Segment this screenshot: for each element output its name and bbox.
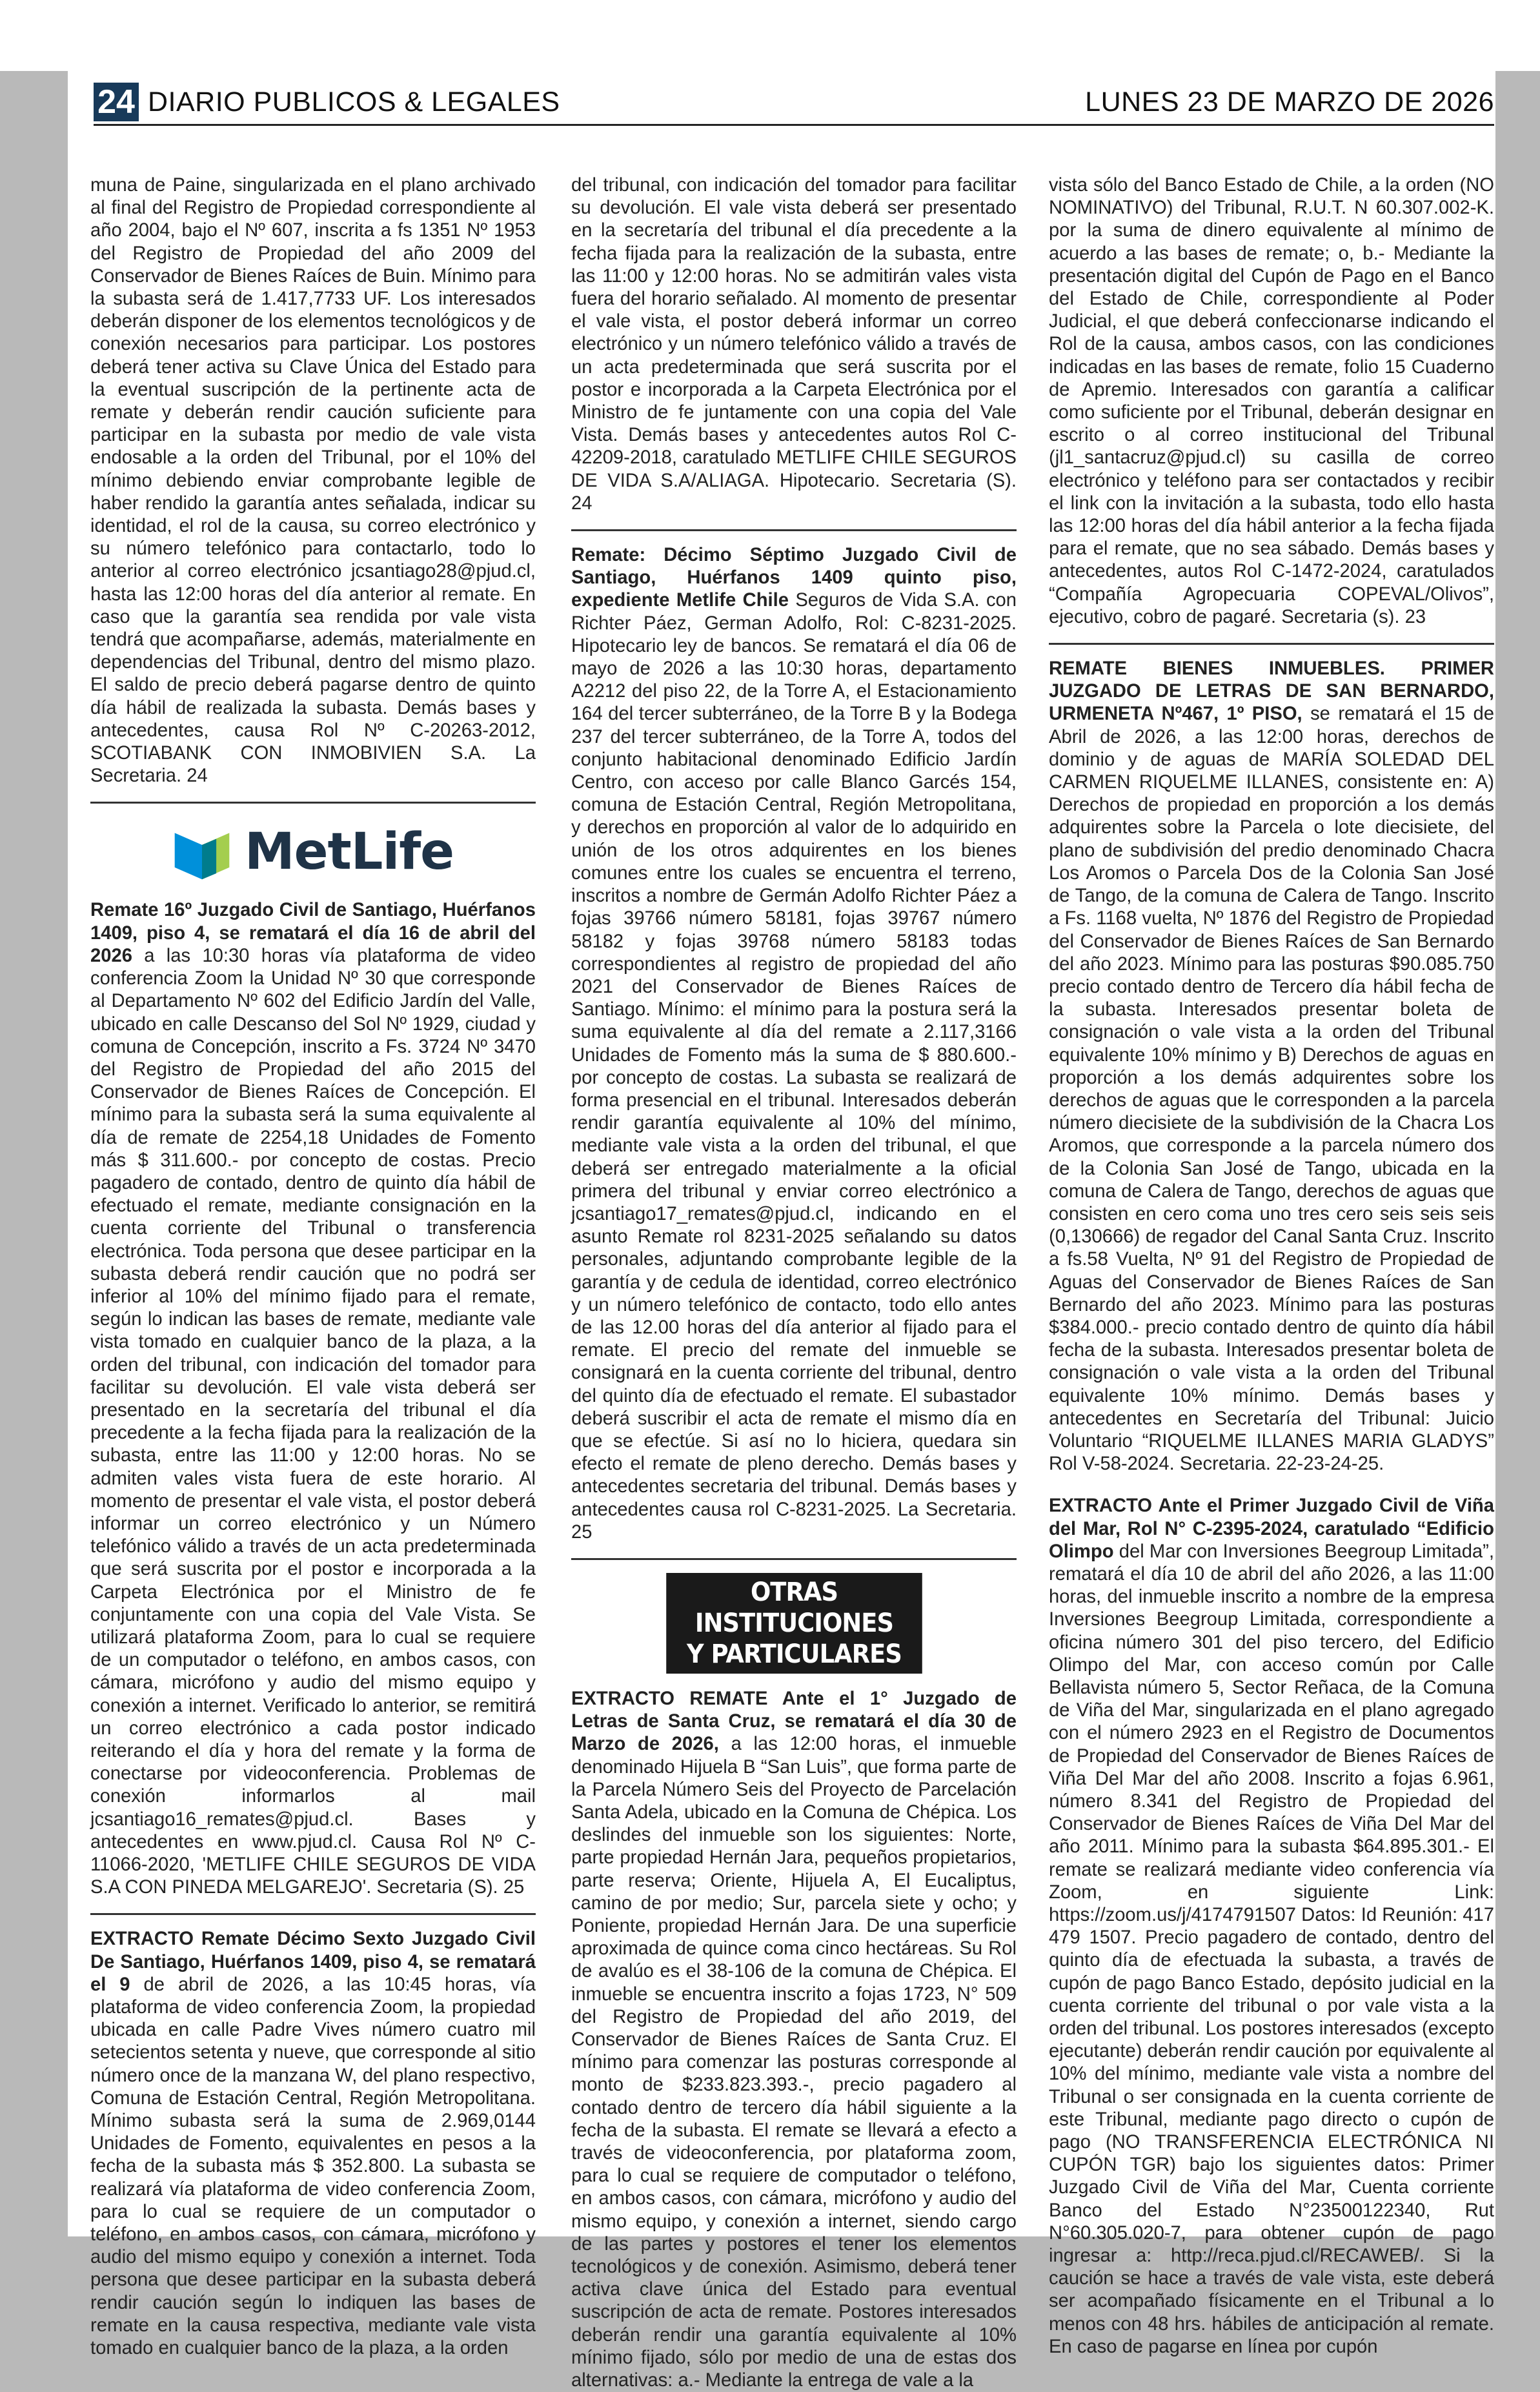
notice-text — [1049, 1495, 1494, 2358]
banner-line-1: OTRAS INSTITUCIONES — [694, 1577, 893, 1638]
metlife-logo-icon — [172, 822, 232, 882]
page-top-margin — [0, 0, 1540, 71]
metlife-logo — [90, 816, 536, 887]
section-banner-wrap — [571, 1573, 1017, 1674]
logo-wordmark: MetLife — [244, 822, 454, 881]
notice-body: Seguros de Vida S.A. con Richter Páez, German Adolfo, Rol: C-8231-2025. Hipotecario ley de bancos. Se rematará el día 06 de mayo de 2026 a las 10:30 horas, departamento A2212 del piso 22, de la Torre A, el Estacionamiento 164 del tercer subterráneo, de la Torre B y la Bodega 237 del tercer subterráneo, de la Torre A, todos del conjunto habitacional denominado Edificio Jardín Centro, con acceso por calle Blanco Garcés 154, comuna de Estación Central, Región Metropolitana, y derechos en proporción al valor de lo adquirido en unión de los otros adquirentes en los bienes comunes entre los cuales se encuentra el terreno, inscritos a nombre de Germán Adolfo Richter Páez a fojas 39766 número 58181, fojas 39767 número 58182 y fojas 39768 número 58183 todas correspondientes al registro de propiedad del año 2021 del Conservador de Bienes Raíces de Santiago. Mínimo: el mínimo para la postura será la suma equivalente al día del remate a 2.117,3166 Unidades de Fomento más la suma de $ 880.600.- por concepto de costas. La subasta se realizará de forma presencial en el tribunal. Interesados deberán rendir garantía equivalente al 10% del mínimo, mediante vale vista a la orden del tribunal, el que deberá ser entregado materialmente a la oficial primera del tribunal y enviar correo electrónico a jcsantiago17_remates@pjud.cl, indicando en el asunto Remate rol 8231-2025 señalando su datos personales, adjuntando comprobante legible de la garantía y de cedula de identidad, correo electrónico y un número telefónico de contacto, todo ello antes de las 12.00 horas del día anterior al fijado para el remate. El precio del remate del inmueble se consignará en la cuenta corriente del tribunal, dentro del quinto día de efectuado el remate. El subastador deberá suscribir el acta de remate el mismo día en que se efectúe. Si así no lo hiciera, quedara sin efecto el remate de pleno derecho. Demás bases y antecedentes secretaria del tribunal. Demás bases y antecedentes causa rol C-8231-2025. La Secretaria. 25 — [571, 590, 1017, 1543]
notice-body: del Mar con Inversiones Beegroup Limitada”, rematará el día 10 de abril del año 2026, a las 11:00 horas, del inmueble inscrito a nombre de la empresa Inversiones Beegroup Limitada, correspondiente a oficina número 301 del piso tercero, del Edificio Olimpo del Mar, con acceso común por Calle Bellavista número 5, Sector Reñaca, de la Comuna de Viña del Mar, singularizada en el plano agregado con el número 2923 en el Registro de Documentos de Propiedad del Conservador de Bienes Raíces de Viña Del Mar del año 2008. Inscrito a fojas 6.961, número 8.341 del Registro de Propiedad del Conservador de Bienes Raíces de Viña Del Mar del año 2011. Mínimo para la subasta $64.895.301.- El remate se realizará mediante video conferencia vía Zoom, en siguiente Link: https://zoom.us/j/4174791507 Datos: Id Reunión: 417 479 1507. Precio pagadero de contado, dentro del quinto día de efectuada la subasta, a través de cupón de pago Banco Estado, depósito judicial en la cuenta corriente del tribunal o por vale vista a la orden del tribunal. Los postores interesados (excepto ejecutante) deberán rendir caución por equivalente al 10% del mínimo, mediante vale vista a nombre del Tribunal o ser consignada en la cuenta corriente de este Tribunal, mediante pago directo o cupón de pago (NO TRANSFERENCIA ELECTRÓNICA NI CUPÓN TGR) bajo los siguientes datos: Primer Juzgado Civil de Viña del Mar, Cuenta corriente Banco del Estado N°23500122340, Rut N°60.305.020-7, para obtener cupón de pago ingresar a: http://reca.pjud.cl/RECAWEB/. Si la caución se hace a través de vale vista, este deberá ser acompañado físicamente en el Tribunal a lo menos con 48 hrs. hábiles de anticipación al remate. En caso de pagarse en línea por cupón — [1049, 1541, 1494, 2357]
notice-text — [571, 1688, 1017, 2392]
column-3 — [1049, 174, 1494, 2357]
notice-body: se rematará el 15 de Abril de 2026, a las 12:00 horas, derechos de dominio y de aguas de MARÍA SOLEDAD DEL CARMEN RIQUELME ILLANES, consistente en: A) Derechos de propiedad en proporción a los demás adquirentes sobre la Parcela o lote diecisiete, del plano de subdivisión del predio denominado Chacra Los Aromos o Parcela Dos de la Colonia San José de Tango, de la comuna de Calera de Tango. Inscrito a Fs. 1168 vuelta, Nº 1876 del Registro de Propiedad del Conservador de Bienes Raíces de San Bernardo del año 2023. Mínimo para las posturas $90.085.750 precio contado dentro de Tercero día hábil fecha de la subasta. Interesados presentar boleta de consignación o vale vista a la orden del Tribunal equivalente 10% mínimo y B) Derechos de aguas en proporción a los demás adquirentes sobre los derechos de aguas que le corresponden a la parcela número diecisiete de la subdivisión de la Chacra Los Aromos, que corresponde a la parcela número dos de la Colonia San José de Tango, ubicada en la comuna de Calera de Tango, derechos de aguas que consisten en cero coma uno tres cero seis seis seis (0,130666) de regador del Canal Santa Cruz. Inscrito a fs.58 Vuelta, Nº 91 del Registro de Propiedad de Aguas del Conservador de Bienes Raíces de San Bernardo del año 2023. Mínimo para las posturas $384.000.- precio contado dentro de quinto día hábil fecha de la subasta. Interesados presentar boleta de consignación o vale vista a la orden del Tribunal equivalente 10% mínimo. Demás bases y antecedentes en Secretaría del Tribunal: Juicio Voluntario “RIQUELME ILLANES MARIA GLADYS” Rol V-58-2024. Secretaria. 22-23-24-25. — [1049, 704, 1494, 1475]
notice-separator — [571, 529, 1017, 531]
notice-body: a las 12:00 horas, el inmueble denominado Hijuela B “San Luis”, que forma parte de la Parcela Número Seis del Proyecto de Parcelación Santa Adela, ubicado en la Comuna de Chépica. Los deslindes del inmueble son los siguientes: Norte, parte propiedad Hernán Jara, pequeños propietarios, parte reserva; Oriente, Hijuela A, El Eucaliptus, camino de por medio; Sur, parcela siete y ocho; y Poniente, propiedad Hernán Jara. De una superficie aproximada de quince coma cinco hectáreas. Su Rol de avalúo es el 38-106 de la comuna de Chépica. El inmueble se encuentra inscrito a fojas 1723, N° 509 del Registro de Propiedad del año 2019, del Conservador de Bienes Raíces de Santa Cruz. El mínimo para comenzar las posturas corresponde al monto de $233.823.393.-, precio pagadero al contado dentro de tercero día hábil siguiente a la fecha de la subasta. El remate se llevará a efecto a través de videoconferencia, por plataforma zoom, para lo cual se requiere de computador o teléfono, en ambos casos, con cámara, micrófono y audio del mismo equipo, y conexión a internet, siendo cargo de las partes y postores el tener los elementos tecnológicos y de conexión. Asimismo, deberá tener activa clave única del Estado para eventual suscripción de acta de remate. Postores interesados deberán rendir una garantía equivalente al 10% mínimo fijado, sólo por medio de una de estas dos alternativas: a.- Mediante la entrega de vale a la — [571, 1734, 1017, 2391]
paper-name: DIARIO PUBLICOS & LEGALES — [148, 86, 560, 117]
notice-text — [90, 1928, 536, 2360]
column-1 — [90, 174, 536, 2359]
notice-separator — [90, 1913, 536, 1915]
notice-text: del tribunal, con indicación del tomador para facilitar su devolución. El vale vista deberá ser presentado en la secretaría del tribunal el día precedente a la fecha fijada para la realización de la subasta, entre las 11:00 y 12:00 horas. No se admitirán vales vista fuera del horario señalado. Al momento de presentar el vale vista, el postor deberá informar un correo electrónico y un número telefónico válido a través de un acta predeterminada que será suscrita por el postor e incorporada a la Carpeta Electrónica por el Ministro de fe juntamente con una copia del Vale Vista. Demás bases y antecedentes autos Rol C-42209-2018, caratulado METLIFE CHILE SEGUROS DE VIDA S.A/ALIAGA. Hipotecario. Secretaria (S). 24 — [571, 175, 1017, 514]
notice-gap — [1049, 1475, 1494, 1495]
notice-text — [1049, 658, 1494, 1475]
notice-separator — [90, 802, 536, 804]
notice-body: de abril de 2026, a las 10:45 horas, vía plataforma de video conferencia Zoom, la propiedad ubicada en calle Padre Vives número cuatro mil setecientos setenta y nueve, que corresponde al sitio número once de la manzana W, del plano respectivo, Comuna de Estación Central, Región Metropolitana. Mínimo subasta será la suma de 2.969,0144 Unidades de Fomento, equivalentes en pesos a la fecha de la subasta más $ 352.800. La subasta se realizará vía plataforma de video conferencia Zoom, para lo cual se requiere de un computador o teléfono, en ambos casos, con cámara, micrófono y audio del mismo equipo y conexión a internet. Toda persona que desee participar en la subasta deberá rendir caución según lo indiquen las bases de remate en la causa respectiva, mediante vale vista tomado en cualquier banco de la plaza, a la orden — [90, 1974, 536, 2359]
notice-heading: EXTRACTO Ante el Primer Juzgado Civil de Viña del Mar, Rol N° C-2395-2024, caratulado “Edificio Olimpo — [1049, 1495, 1494, 1562]
notice-heading: REMATE BIENES INMUEBLES. PRIMER JUZGADO DE LETRAS DE SAN BERNARDO, URMENETA Nº467, 1º PISO, — [1049, 658, 1494, 725]
notice-text: vista sólo del Banco Estado de Chile, a la orden (NO NOMINATIVO) del Tribunal, R.U.T. N 60.307.002-K. por la suma de dinero equivalente al mínimo de acuerdo a las bases de remate; o, b.- Mediante la presentación digital del Cupón de Pago en el Banco del Estado de Chile, correspondiente al Poder Judicial, el que deberá confeccionarse indicando el Rol de la causa, ambos casos, con las condiciones indicadas en las bases de remate, folio 15 Cuaderno de Apremio. Interesados con garantía a calificar como suficiente por el Tribunal, deberán designar en escrito o al correo institucional del Tribunal (jl1_santacruz@pjud.cl) su casilla de correo electrónico y teléfono para ser contactados y recibir el link con la invitación a la subasta, todo ello hasta las 12:00 horas del día hábil anterior a la fecha fijada para el remate, que no sea sábado. Demás bases y antecedentes, autos Rol C-1472-2024, caratulados “Compañía Agropecuaria COPEVAL/Olivos”, ejecutivo, cobro de pagaré. Secretaria (s). 23 — [1049, 175, 1494, 627]
notice-text — [571, 544, 1017, 1544]
notice-heading: EXTRACTO Remate Décimo Sexto Juzgado Civil De Santiago, Huérfanos 1409, piso 4, se rematará el 9 — [90, 1929, 536, 1995]
notice-heading: EXTRACTO REMATE Ante el 1° Juzgado de Letras de Santa Cruz, se rematará el día 30 de Marzo de 2026, — [571, 1688, 1017, 1755]
notice-heading: Remate 16º Juzgado Civil de Santiago, Huérfanos 1409, piso 4, se rematará el día 16 de abril del 2026 — [90, 900, 536, 966]
notice-separator — [1049, 643, 1494, 645]
masthead-rule — [94, 124, 1494, 126]
column-2 — [571, 174, 1017, 2391]
issue-date: LUNES 23 DE MARZO DE 2026 — [1085, 86, 1494, 117]
page-number: 24 — [94, 83, 139, 121]
banner-line-2: Y PARTICULARES — [686, 1639, 902, 1669]
section-banner — [666, 1573, 922, 1674]
notice-separator — [571, 1558, 1017, 1560]
notice-body: a las 10:30 horas vía plataforma de video conferencia Zoom la Unidad Nº 30 que corresponde al Departamento Nº 602 del Edificio Jardín del Valle, ubicado en calle Descanso del Sol Nº 1929, ciudad y comuna de Concepción, inscrito a Fs. 3724 Nº 3470 del Registro de Propiedad del año 2015 del Conservador de Bienes Raíces de Concepción. El mínimo para la subasta será la suma equivalente al día de remate de 2254,18 Unidades de Fomento más $ 311.600.- por concepto de costas. Precio pagadero de contado, dentro de quinto día hábil de efectuado el remate, mediante consignación en la cuenta corriente del Tribunal o transferencia electrónica. Toda persona que desee participar en la subasta deberá rendir caución que no podrá ser inferior al 10% del mínimo fijado para el remate, según lo indican las bases de remate, mediante vale vista tomado en cualquier banco de la plaza, a la orden del tribunal, con indicación del tomador para facilitar su devolución. El vale vista deberá ser presentado en la secretaría del tribunal el día precedente a la fecha fijada para la realización de la subasta, entre las 11:00 y 12:00 horas. No se admiten vales vista fuera de este horario. Al momento de presentar el vale vista, el postor deberá informar un correo electrónico y un Número telefónico válido a través de un acta predeterminada que será suscrita por el postor e incorporada a la Carpeta Electrónica por el Ministro de fe conjuntamente con una copia del Vale Vista. Se utilizará plataforma Zoom, para lo cual se requiere de un computador o teléfono, en ambos casos, con cámara, micrófono y audio del mismo equipo y conexión a internet. Verificado lo anterior, se remitirá un correo electrónico a cada postor indicado reiterando el día y hora del remate y la forma de conectarse por videoconferencia. Problemas de conexión informarlos al mail jcsantiago16_remates@pjud.cl. Bases y antecedentes en www.pjud.cl. Causa Rol Nº C-11066-2020, 'METLIFE CHILE SEGUROS DE VIDA S.A CON PINEDA MELGAREJO'. Secretaria (S). 25 — [90, 945, 536, 1898]
notice-heading: Remate: Décimo Séptimo Juzgado Civil de Santiago, Huérfanos 1409 quinto piso, expediente Metlife Chile — [571, 545, 1017, 611]
notice-text — [90, 899, 536, 1899]
masthead — [94, 83, 1494, 123]
notice-text: muna de Paine, singularizada en el plano archivado al final del Registro de Propiedad correspondiente al año 2004, bajo el Nº 607, inscrita a fs 1351 Nº 1953 del Registro de Propiedad del año 2009 del Conservador de Bienes Raíces de Buin. Mínimo para la subasta será de 1.417,7733 UF. Los interesados deberán disponer de los elementos tecnológicos y de conexión necesarios para participar. Los postores deberá tener activa su Clave Única del Estado para la eventual suscripción de la pertinente acta de remate y deberán rendir caución suficiente para participar en la subasta por medio de vale vista endosable a la orden del Tribunal, por el 10% del mínimo debiendo enviar comprobante legible de haber rendido la garantía antes señalada, indicar su identidad, el rol de la causa, su correo electrónico y su número telefónico para contactarlo, todo lo anterior al correo electrónico jcsantiago28@pjud.cl, hasta las 12:00 horas del día anterior al remate. En caso que la garantía sea rendida por vale vista tendrá que acompañarse, además, materialmente en dependencias del Tribunal, dentro del mismo plazo. El saldo de precio deberá pagarse dentro de quinto día hábil de realizada la subasta. Demás bases y antecedentes, causa Rol Nº C-20263-2012, SCOTIABANK CON INMOBIVIEN S.A. La Secretaria. 24 — [90, 175, 536, 787]
